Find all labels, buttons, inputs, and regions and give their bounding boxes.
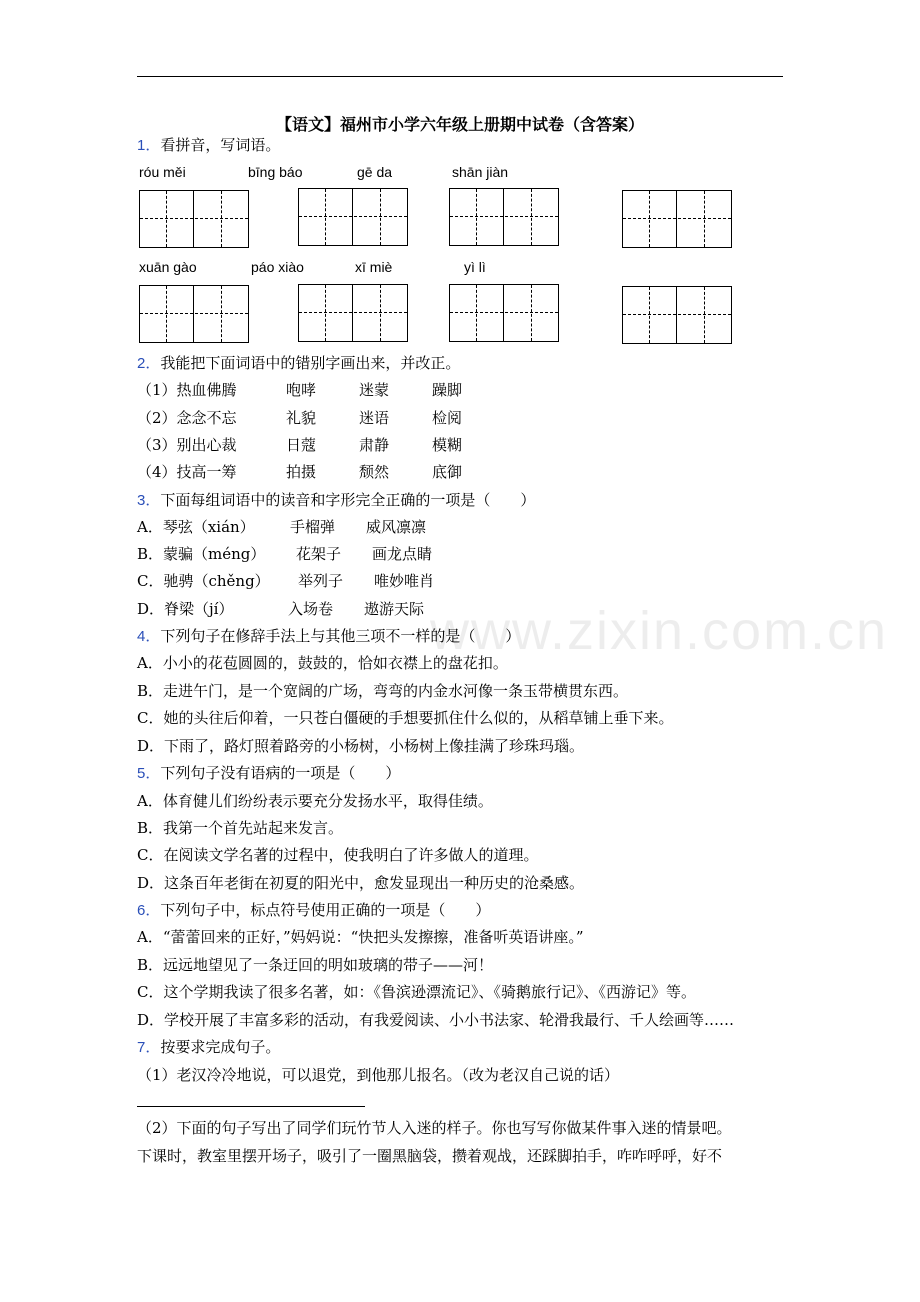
tianzige-box-5[interactable] xyxy=(139,285,249,343)
question-number: 7． xyxy=(137,1039,161,1056)
option-d[interactable]: D．这条百年老街在初夏的阳光中，愈发显现出一种历史的沧桑感。 xyxy=(137,874,585,892)
option-a[interactable]: A．琴弦（xián） xyxy=(137,518,255,536)
subquestion-2: （2）下面的句子写出了同学们玩竹节人入迷的样子。你也写写你做某件事入迷的情景吧。 xyxy=(137,1119,732,1137)
option-d[interactable]: D．下雨了，路灯照着路旁的小杨树，小杨树上像挂满了珍珠玛瑙。 xyxy=(137,737,585,755)
word-item: 检阅 xyxy=(432,409,463,427)
word-item: （2）念念不忘 xyxy=(137,409,237,427)
question-3 xyxy=(137,489,535,512)
word-item: 模糊 xyxy=(432,436,463,454)
tianzige-box-7[interactable] xyxy=(449,284,559,342)
question-5 xyxy=(137,762,400,785)
question-text: 下列句子没有语病的一项是（ ） xyxy=(160,764,401,782)
option-word: 画龙点睛 xyxy=(372,545,433,563)
word-item: 颓然 xyxy=(359,463,390,481)
word-item: 礼貌 xyxy=(286,409,317,427)
word-item: （3）别出心裁 xyxy=(137,436,237,454)
tianzige-box-1[interactable] xyxy=(139,190,249,248)
tianzige-box-3[interactable] xyxy=(449,188,559,246)
word-item: 底御 xyxy=(432,463,463,481)
word-item: 迷蒙 xyxy=(359,381,390,399)
option-word: 手榴弹 xyxy=(290,518,336,536)
pinyin-7: xī miè xyxy=(355,259,393,275)
word-item: 拍摄 xyxy=(286,463,317,481)
option-word: 遨游天际 xyxy=(364,600,425,618)
pinyin-6: páo xiào xyxy=(251,259,304,275)
word-item: 咆哮 xyxy=(286,381,317,399)
question-6 xyxy=(137,899,490,922)
word-item: （1）热血佛腾 xyxy=(137,381,237,399)
subquestion-1: （1）老汉冷冷地说，可以退党，到他那儿报名。（改为老汉自己说的话） xyxy=(137,1066,620,1084)
option-a[interactable]: A．体育健儿们纷纷表示要充分发扬水平，取得佳绩。 xyxy=(137,792,493,810)
question-text: 下列句子在修辞手法上与其他三项不一样的是（ ） xyxy=(160,627,521,645)
question-text: 下列句子中，标点符号使用正确的一项是（ ） xyxy=(160,901,491,919)
option-word: 举列子 xyxy=(298,572,344,590)
question-number: 3． xyxy=(137,492,161,509)
watermark: www.zixin.com.cn xyxy=(430,601,889,661)
option-c[interactable]: C．在阅读文学名著的过程中，使我明白了许多做人的道理。 xyxy=(137,846,539,864)
option-b[interactable]: B．走进午门，是一个宽阔的广场，弯弯的内金水河像一条玉带横贯东西。 xyxy=(137,682,629,700)
tianzige-box-6[interactable] xyxy=(298,284,408,342)
tianzige-box-2[interactable] xyxy=(298,188,408,246)
question-number: 1． xyxy=(137,137,161,154)
pinyin-3: gē da xyxy=(357,164,393,180)
question-text: 下面每组词语中的读音和字形完全正确的一项是（ ） xyxy=(160,491,536,509)
pinyin-2: bīng báo xyxy=(248,164,303,180)
option-a[interactable]: A．小小的花苞圆圆的，鼓鼓的，恰如衣襟上的盘花扣。 xyxy=(137,654,508,672)
pinyin-1: róu měi xyxy=(139,164,186,180)
option-word: 唯妙唯肖 xyxy=(374,572,435,590)
passage-text: 下课时，教室里摆开场子，吸引了一圈黑脑袋，攒着观战，还踩脚拍手，咋咋呼呼，好不 xyxy=(137,1147,723,1165)
option-b[interactable]: B．远远地望见了一条迂回的明如玻璃的带子——河！ xyxy=(137,956,494,974)
word-item: （4）技高一筹 xyxy=(137,463,237,481)
question-1 xyxy=(137,134,280,157)
word-item: 日蔻 xyxy=(286,436,317,454)
word-item: 迷语 xyxy=(359,409,390,427)
option-b[interactable]: B．我第一个首先站起来发言。 xyxy=(137,819,344,837)
pinyin-4: shān jiàn xyxy=(452,164,509,180)
question-text: 看拼音，写词语。 xyxy=(160,136,281,154)
question-number: 4． xyxy=(137,628,161,645)
option-word: 威风凛凛 xyxy=(366,518,427,536)
word-item: 躁脚 xyxy=(432,381,463,399)
pinyin-8: yì lì xyxy=(464,259,486,275)
option-c[interactable]: C．她的头往后仰着，一只苍白僵硬的手想要抓住什么似的，从稻草铺上垂下来。 xyxy=(137,709,674,727)
tianzige-box-8[interactable] xyxy=(622,286,732,344)
question-text: 我能把下面词语中的错别字画出来，并改正。 xyxy=(160,354,461,372)
tianzige-box-4[interactable] xyxy=(622,190,732,248)
option-a[interactable]: A．“蕾蕾回来的正好，”妈妈说：“快把头发擦擦，准备听英语讲座。” xyxy=(137,928,584,946)
option-d[interactable]: D．学校开展了丰富多彩的活动，有我爱阅读、小小书法家、轮滑我最行、千人绘画等…… xyxy=(137,1011,735,1029)
question-7 xyxy=(137,1036,280,1059)
option-word: 入场卷 xyxy=(288,600,334,618)
question-text: 按要求完成句子。 xyxy=(160,1038,281,1056)
pinyin-5: xuān gào xyxy=(139,259,197,275)
question-4 xyxy=(137,625,520,648)
page-title: 【语文】福州市小学六年级上册期中试卷（含答案） xyxy=(275,115,644,134)
option-word: 花架子 xyxy=(296,545,342,563)
question-2 xyxy=(137,352,460,375)
option-c[interactable]: C．这个学期我读了很多名著，如：《鲁滨逊漂流记》、《骑鹅旅行记》、《西游记》等。 xyxy=(137,983,696,1001)
option-d[interactable]: D．脊梁（jí） xyxy=(137,600,234,618)
option-b[interactable]: B．蒙骗（méng） xyxy=(137,545,266,563)
header-rule xyxy=(137,76,783,77)
question-number: 2． xyxy=(137,355,161,372)
answer-line[interactable] xyxy=(137,1106,365,1107)
word-item: 肃静 xyxy=(359,436,390,454)
question-number: 6． xyxy=(137,902,161,919)
question-number: 5． xyxy=(137,765,161,782)
option-c[interactable]: C．驰骋（chěng） xyxy=(137,572,270,590)
